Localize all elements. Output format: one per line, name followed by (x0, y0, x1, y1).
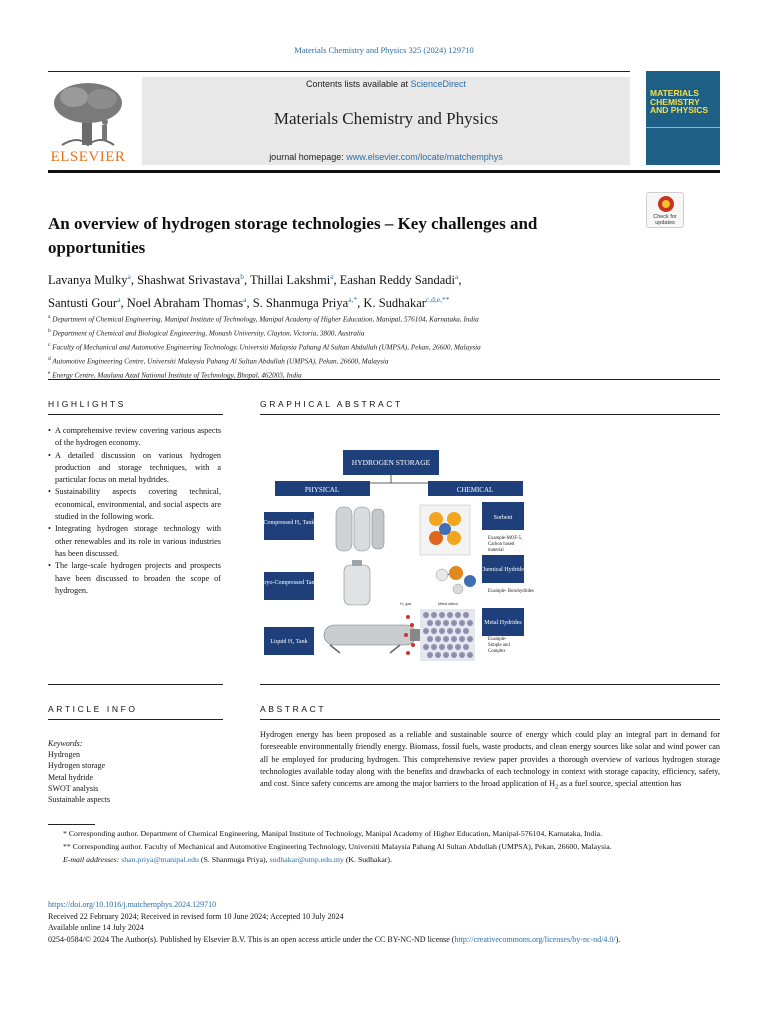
highlight-item: • A detailed discussion on various hydrogen production and storage techniques, with a particular focus on metal hydrides. (48, 450, 221, 487)
keyword-item: Hydrogen storage (48, 761, 106, 771)
doi-link[interactable]: https://doi.org/10.1016/j.matchemphys.2024.129710 (48, 900, 217, 909)
publication-info (48, 899, 720, 945)
highlights-rule (48, 414, 223, 415)
check-updates-icon (658, 196, 674, 212)
keywords-block (48, 738, 223, 805)
compressed-tank-label: Compressed H₂ Tank (263, 520, 315, 526)
check-updates-label: Check for updates (653, 214, 677, 226)
license-close: ). (615, 934, 621, 944)
sorbent-mof-illustration (420, 505, 470, 555)
affiliation-marker: e (48, 369, 51, 376)
keyword-item: Metal hydride (48, 772, 94, 782)
author-affiliation-marker[interactable]: a (243, 295, 247, 304)
sorbent-example-line-3: material (488, 548, 504, 553)
metal-hydride-example-text (488, 637, 510, 654)
journal-masthead (48, 71, 720, 166)
affiliation-marker: d (48, 355, 51, 362)
article-info-rule (48, 719, 223, 720)
graphical-abstract-heading: GRAPHICAL ABSTRACT (260, 399, 403, 409)
cryo-tank-label: Cryo-Compressed Tank (260, 580, 318, 586)
affiliation-text: Energy Centre, Maulana Azad National Institute of Technology, Bhopal, 462003, India (52, 371, 302, 380)
author-name[interactable]: Eashan Reddy Sandadi (339, 273, 456, 287)
highlight-item: • Integrating hydrogen storage technology with other renewables and its role in various industries has been discussed. (48, 523, 221, 560)
affiliation-marker: a (48, 314, 51, 320)
author-name[interactable]: S. Shanmuga Priya (252, 296, 349, 310)
article-info-top-rule (48, 684, 223, 685)
abstract-text-tail: as a fuel source, special attention has (558, 779, 682, 789)
graphical-abstract-rule (260, 414, 720, 415)
homepage-link[interactable]: www.elsevier.com/locate/matchemphys (346, 152, 503, 162)
highlights-list (48, 425, 221, 597)
affiliation-text: Automotive Engineering Centre, Universiti Malaysia Pahang Al Sultan Abdullah (UMPSA), Pekan, 26600, Malaysia (52, 357, 389, 366)
physical-label: PHYSICAL (304, 486, 340, 494)
journal-cover-thumbnail[interactable] (646, 71, 720, 165)
affiliation-list (48, 312, 648, 382)
keyword-item: SWOT analysis (48, 783, 99, 793)
masthead-bottom-rule (48, 170, 720, 173)
check-for-updates-button[interactable] (646, 192, 684, 228)
highlights-heading: HIGHLIGHTS (48, 399, 126, 409)
article-title: An overview of hydrogen storage technologies – Key challenges and opportunities (48, 214, 538, 257)
keywords-heading: Keywords: (48, 739, 83, 748)
liquid-tank-label: Liquid H₂ Tank (270, 639, 308, 645)
cover-title: MATERIALS CHEMISTRY AND PHYSICS (650, 88, 709, 115)
metal-hydride-example-line-1: Example- (488, 637, 507, 642)
elsevier-wordmark: ELSEVIER (50, 149, 126, 165)
chemical-label: CHEMICAL (456, 486, 494, 494)
available-online: Available online 14 July 2024 (48, 923, 144, 932)
affiliation-item (48, 354, 648, 368)
abstract-rule (260, 719, 720, 720)
author-affiliation-marker[interactable]: b (240, 272, 244, 281)
journal-title: Materials Chemistry and Physics (273, 109, 499, 128)
author-affiliation-marker[interactable]: a (330, 272, 334, 281)
license-text: 0254-0584/© 2024 The Author(s). Published by Elsevier B.V. This is an open access article under the CC BY-NC-ND license ( (48, 934, 455, 944)
email-addresses (48, 854, 720, 865)
abstract-heading: ABSTRACT (260, 704, 327, 714)
sorbent-example-text (488, 536, 522, 553)
author-name[interactable]: K. Sudhakar (363, 296, 426, 310)
header-divider (48, 379, 720, 380)
masthead-top-rule (48, 71, 630, 72)
abstract-subscript: 2 (555, 784, 559, 791)
author-affiliation-marker[interactable]: a (455, 272, 459, 281)
affiliation-text: Department of Chemical and Biological Engineering, Monash University, Clayton, Victoria, 3800, Australia (52, 329, 365, 338)
corresponding-author-1: * Corresponding author. Department of Chemical Engineering, Manipal Institute of Technology, Manipal Academy of Higher Education, Manipal-576104, Karnataka, India. (63, 829, 603, 838)
author-affiliation-marker[interactable]: a (117, 295, 121, 304)
affiliation-item (48, 312, 648, 326)
sorbent-example-line-2: Carbon based (488, 542, 515, 547)
contents-line (142, 79, 630, 89)
graphical-abstract-diagram[interactable] (260, 439, 720, 668)
author-name[interactable]: Lavanya Mulky (48, 273, 128, 287)
affiliation-text: Department of Chemical Engineering, Manipal Institute of Technology, Manipal Academy of Higher Education, Manipal, 576104, Karnataka, India (52, 315, 479, 324)
homepage-prefix: journal homepage: (269, 152, 347, 162)
abstract-text (260, 729, 720, 794)
chemical-hydrides-label: Chemical Hydrides (479, 567, 527, 573)
highlight-item: • A comprehensive review covering various aspects of the hydrogen economy. (48, 425, 221, 450)
metal-hydride-example-line-3: Complex (488, 649, 506, 654)
footnote-rule (48, 824, 95, 825)
cryo-tank-illustration (344, 560, 370, 605)
abstract-top-rule (260, 684, 720, 685)
author-affiliation-marker[interactable]: a,* (348, 295, 358, 304)
sciencedirect-link[interactable]: ScienceDirect (410, 79, 467, 89)
compressed-tank-box (264, 512, 314, 540)
corresponding-author-2: ** Corresponding author. Faculty of Mechanical and Automotive Engineering Technology, Universiti Malaysia Pahang Al Sultan Abdullah (UMPSA), Pekan, 26600, Malaysia. (63, 842, 612, 852)
masthead-box (142, 77, 630, 165)
email-link-sudhakar[interactable]: sudhakar@ump.edu.my (269, 855, 344, 865)
compressed-tank-illustration (336, 507, 384, 551)
author-name[interactable]: Noel Abraham Thomas (126, 296, 244, 310)
email-label: E-mail addresses: (63, 855, 120, 865)
keyword-item: Hydrogen (48, 750, 80, 760)
author-affiliation-marker[interactable]: a (127, 272, 131, 281)
abstract-text-main: Hydrogen energy has been proposed as a reliable and sustainable source of energy which could play an integral part in demand for foreseeable environmentally friendly energy. Biomass, fossil fuels, waste products, and clean energy sources like solar and wind power can all be employed for producing hydrogen. This comprehensive review paper provides a thorough overview of various hydrogen storage technologies available today along with the benefits and drawbacks of each technology in context with storage capacity, efficiency, safety, and cost. Since safety concerns are among the major barriers to the broad application of H (260, 730, 720, 789)
email-name-sudhakar: (K. Sudhakar). (343, 855, 392, 865)
metal-hydride-label-gas: H₂ gas (400, 602, 412, 606)
affiliation-marker: b (48, 327, 51, 334)
license-statement (48, 934, 720, 946)
hydrogen-storage-label: HYDROGEN STORAGE (351, 458, 431, 467)
affiliation-text: Faculty of Mechanical and Automotive Engineering Technology, Universiti Malaysia Pahang Al Sultan Abdullah (UMPSA), Pekan, 26600, Malaysia (52, 343, 481, 352)
homepage-line (142, 152, 630, 162)
liquid-tank-illustration (324, 625, 420, 653)
chemical-hydride-molecule-illustration (436, 566, 476, 594)
sorbent-label: Sorbent (493, 515, 513, 521)
author-name[interactable]: Santusti Gour (48, 296, 118, 310)
author-name[interactable]: Shashwat Srivastava (137, 273, 241, 287)
received-dates: Received 22 February 2024; Received in revised form 10 June 2024; Accepted 10 July 2024 (48, 911, 344, 921)
metal-hydride-example-line-2: Simple and (488, 643, 510, 648)
metal-hydrides-label: Metal Hydrides (484, 620, 522, 626)
journal-reference[interactable]: Materials Chemistry and Physics 325 (2024) 129710 (294, 45, 474, 55)
sorbent-example-line-1: Example-MOF-5, (488, 536, 523, 541)
metal-hydride-label-lattice: Metal lattice (438, 602, 459, 606)
license-link[interactable]: http://creativecommons.org/licenses/by-nc-nd/4.0/ (454, 934, 616, 944)
highlight-item: • The large-scale hydrogen projects and prospects have been discussed to broaden the scope of hydrogen. (48, 560, 221, 597)
article-info-heading: ARTICLE INFO (48, 704, 138, 714)
affiliation-item (48, 326, 648, 340)
email-name-priya: (S. Shanmuga Priya), (198, 855, 270, 865)
keyword-item: Sustainable aspects (48, 795, 110, 805)
cryo-tank-box (264, 572, 314, 600)
affiliation-marker: c (48, 341, 51, 348)
email-link-priya[interactable]: shan.priya@manipal.edu (121, 855, 199, 865)
highlight-item: • Sustainability aspects covering technical, economical, environmental, and social aspects are studied in the following work. (48, 486, 221, 523)
contents-prefix: Contents lists available at (305, 79, 411, 89)
footnotes (48, 828, 720, 868)
author-name[interactable]: Thillai Lakshmi (249, 273, 331, 287)
cover-divider (646, 127, 720, 128)
author-list: Lavanya Mulky$^a$, Shashwat Srivastava$^b$, Thillai Lakshmi$^a$, Eashan Reddy Sandadi$^a$, Santusti Gour$^a$, Noel Abraham Thomas$^a$, S. Shanmuga Priya$^{a,*}$, K. Sudhakar$^{c,d,e,**}$ (48, 272, 462, 310)
affiliation-item (48, 340, 648, 354)
chemical-hydride-example: Example- Borohydrides (488, 589, 534, 594)
author-affiliation-marker[interactable]: c,d,e,** (425, 295, 450, 304)
